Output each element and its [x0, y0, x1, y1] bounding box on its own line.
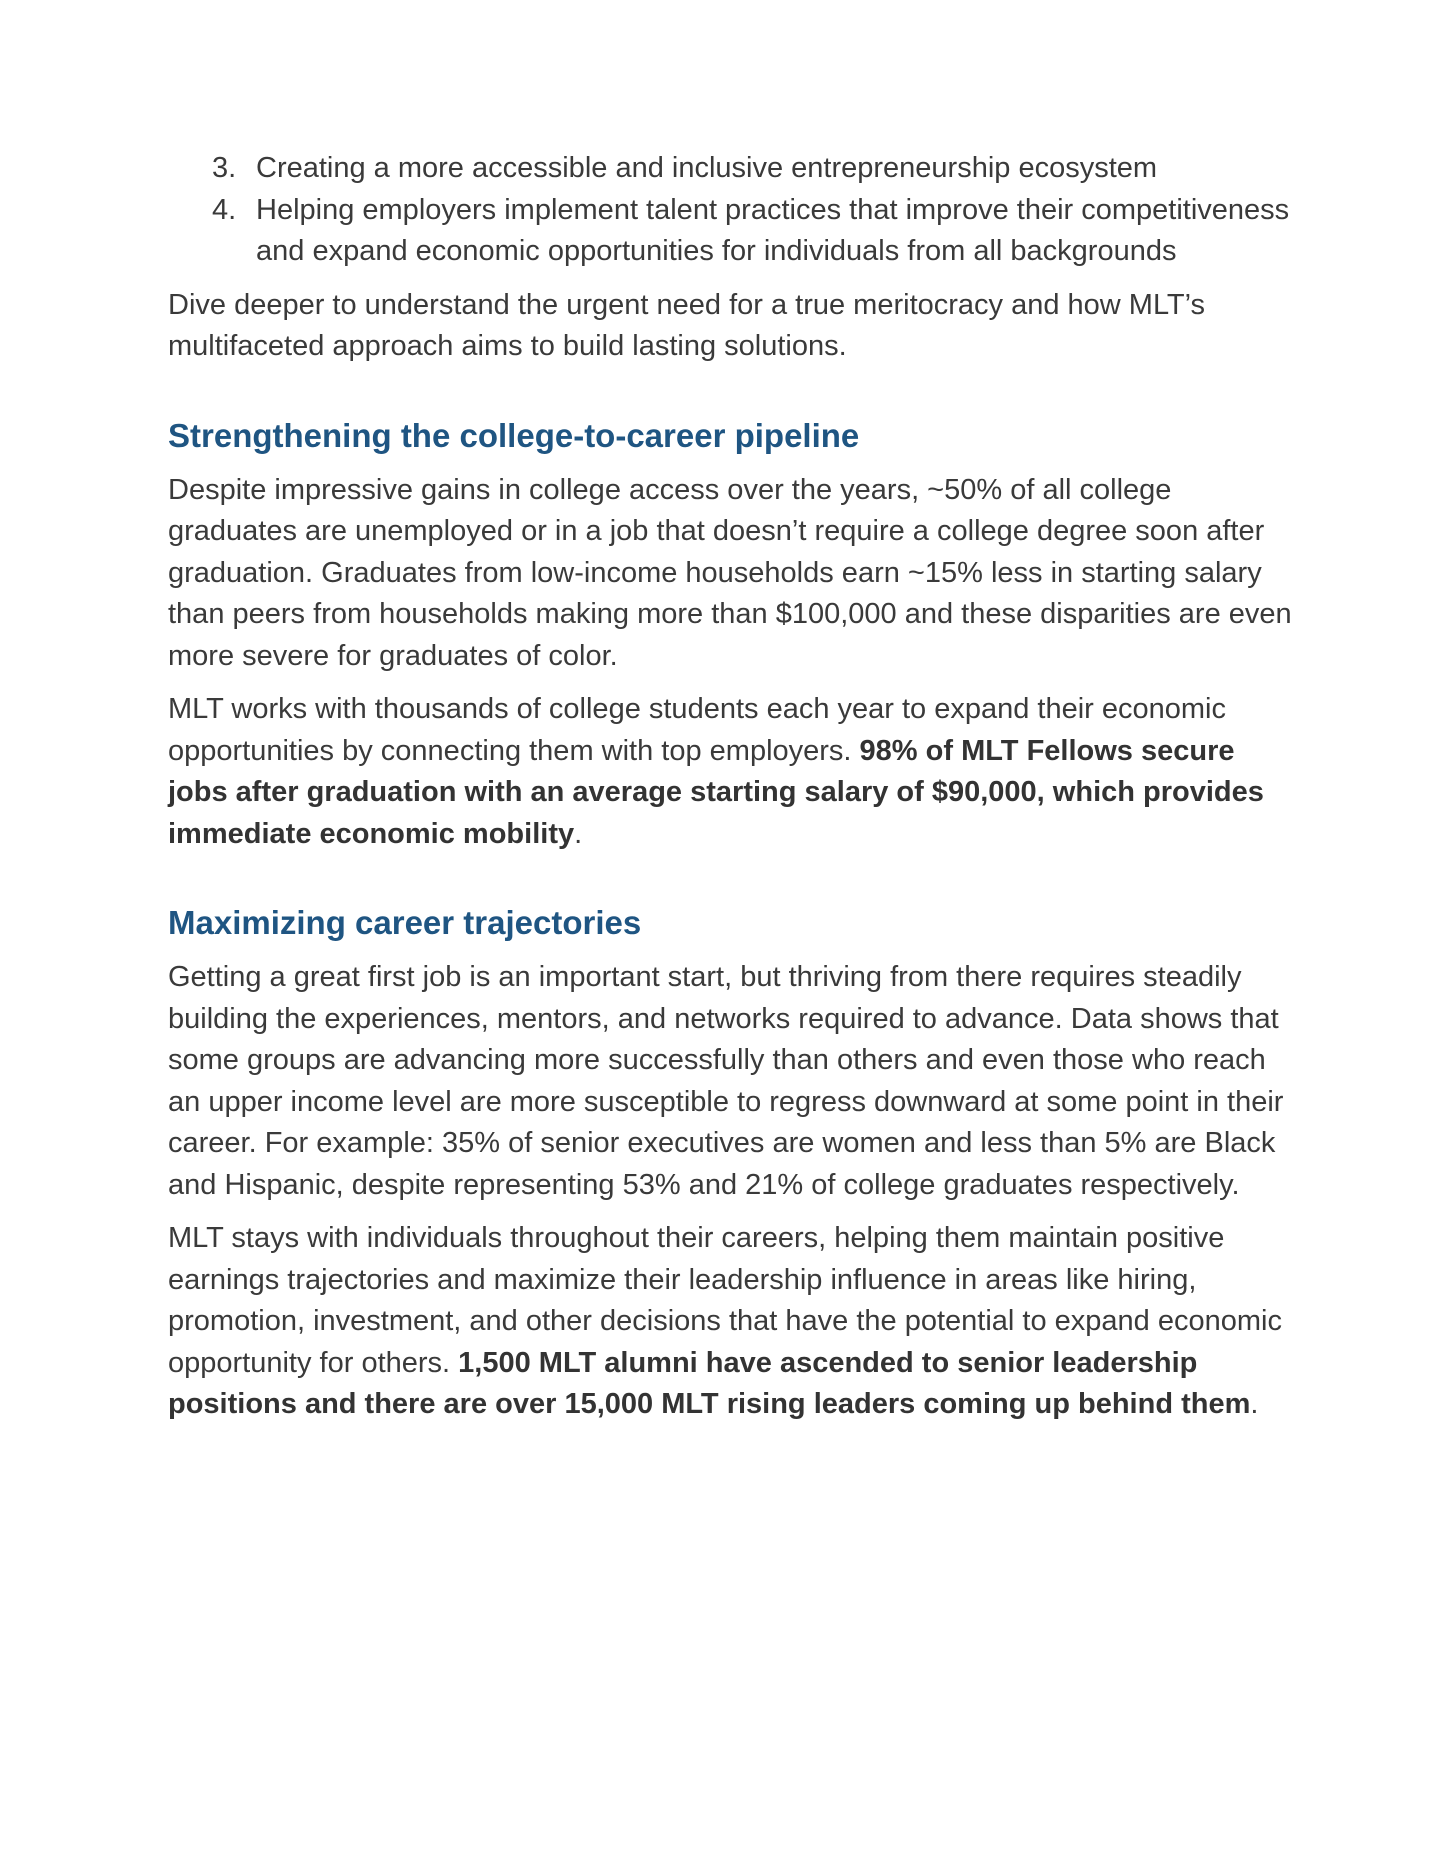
list-item-number: 3. [212, 152, 237, 184]
pipeline-paragraph-2-tail: . [574, 817, 583, 850]
pipeline-paragraph-2-lead: MLT works with thousands of college students each year to expand their economic opportunities by connecting them with top employers. [168, 693, 1227, 767]
numbered-list [168, 148, 1298, 273]
trajectories-paragraph-2-tail: . [1250, 1388, 1259, 1420]
document-page [168, 148, 1298, 1426]
pipeline-paragraph-2 [168, 689, 1298, 855]
trajectories-paragraph-2 [168, 1218, 1298, 1426]
list-item-text: Helping employers implement talent practices that improve their competitiveness and expand economic opportunities for individuals from all backgrounds [256, 193, 1290, 267]
trajectories-paragraph-2-lead: MLT stays with individuals throughout their careers, helping them maintain positive earnings trajectories and maximize their leadership influence in areas like hiring, promotion, investment, and other decisions that have the potential to expand economic opportunity for others. [168, 1222, 1282, 1379]
list-item-text: Creating a more accessible and inclusive entrepreneurship ecosystem [256, 152, 1158, 184]
intro-paragraph: Dive deeper to understand the urgent need for a true meritocracy and how MLT’s multifaceted approach aims to build lasting solutions. [168, 288, 1206, 362]
pipeline-highlight-stat: 98% of MLT Fellows secure jobs after graduation with an average starting salary of $90,000, which provides immediate economic mobility [168, 734, 1264, 850]
list-item-number: 4. [212, 193, 237, 226]
section-heading-trajectories: Maximizing career trajectories [168, 904, 642, 941]
section-heading-pipeline: Strengthening the college-to-career pipeline [168, 416, 860, 454]
list-item [168, 190, 1298, 273]
list-item [168, 148, 1298, 190]
trajectories-highlight-stat: 1,500 MLT alumni have ascended to senior leadership positions and there are over 15,000 MLT rising leaders coming up behind them [168, 1346, 1251, 1420]
pipeline-paragraph-1: Despite impressive gains in college access over the years, ~50% of all college graduates are unemployed or in a job that doesn’t require a college degree soon after graduation. Graduates from low-income households earn ~15% less in starting salary than peers from households making more than $100,000 and these disparities are even more severe for graduates of color. [168, 473, 1292, 672]
trajectories-paragraph-1: Getting a great first job is an important start, but thriving from there requires steadily building the experiences, mentors, and networks required to advance. Data shows that some groups are advancing more successfully than others and even those who reach an upper income level are more susceptible to regress downward at some point in their career. For example: 35% of senior executives are women and less than 5% are Black and Hispanic, despite representing 53% and 21% of college graduates respectively. [168, 961, 1284, 1201]
